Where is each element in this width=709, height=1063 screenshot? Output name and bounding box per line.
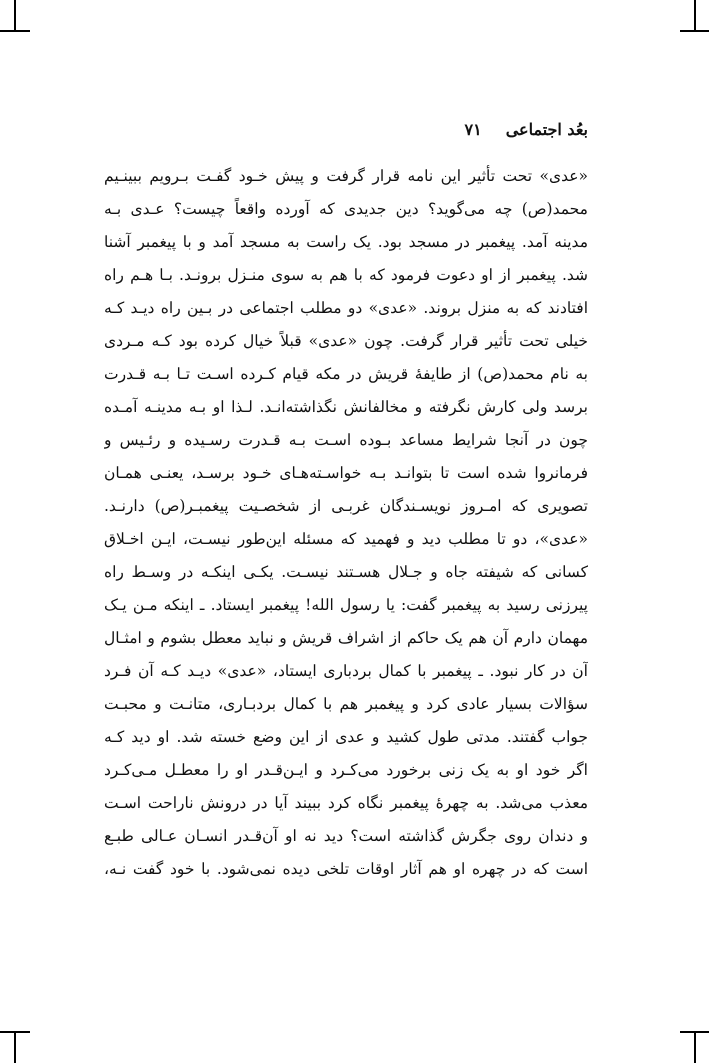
text-line: فرمانروا شده است تا بتوانـد بـه خواسـته‌هـای خـود برسـد، یعنـی همـان bbox=[104, 464, 588, 482]
chapter-title: بعُد اجتماعی bbox=[505, 119, 588, 139]
text-line: سؤالات بسیار عادی کرد و پیغمبر هم با کمال بردبـاری، متانـت و محبـت bbox=[104, 695, 588, 713]
crop-mark-top-right-horizontal bbox=[680, 30, 709, 32]
text-line: آن در کار نبود. ـ پیغمبر با کمال بردباری ایستاد، «عدی» دیـد کـه آن فـرد bbox=[104, 662, 588, 680]
crop-mark-bottom-right-vertical bbox=[694, 1032, 696, 1063]
crop-mark-top-right-vertical bbox=[694, 0, 696, 32]
text-line: و دندان روی جگرش گذاشته است؟ دید نه او آن‌قـدر انسـان عـالی طبـع bbox=[104, 827, 588, 845]
crop-mark-top-left-vertical bbox=[14, 0, 16, 32]
text-line: شد. پیغمبر از او دعوت فرمود که با هم به سوی منـزل برونـد. بـا هـم راه bbox=[104, 266, 588, 284]
crop-mark-bottom-left-horizontal bbox=[0, 1031, 30, 1033]
text-line: افتادند که به منزل بروند. «عدی» دو مطلب اجتماعی در بـین راه دیـد کـه bbox=[104, 299, 588, 317]
text-line: خیلی تحت تأثیر قرار گرفت. چون «عدی» قبلاً خیال کرده بود کـه مـردی bbox=[104, 332, 588, 350]
text-line: مهمان دارم آن هم یک حاکم از اشراف قریش و نباید معطل بشوم و امثـال bbox=[104, 629, 588, 647]
text-line: محمد(ص) چه می‌گوید؟ دین جدیدی که آورده واقعاً چیست؟ عـدی بـه bbox=[104, 200, 588, 218]
crop-mark-bottom-left-vertical bbox=[14, 1032, 16, 1063]
text-line: کسانی که شیفته جاه و جـلال هسـتند نیسـت. یکـی اینکـه در وسـط راه bbox=[104, 563, 588, 581]
text-line: «عدی» تحت تأثیر این نامه قرار گرفت و پیش خـود گفـت بـرویم ببینـیم bbox=[104, 167, 588, 185]
text-line: است که در چهره او هم آثار اوقات تلخی دیده نمی‌شود. با خود گفت نـه، bbox=[104, 860, 588, 878]
text-line: به نام محمد(ص) از طایفهٔ قریش در مکه قیام کـرده اسـت تـا بـه قـدرت bbox=[104, 365, 588, 383]
crop-mark-top-left-horizontal bbox=[0, 30, 30, 32]
text-line: معذب می‌شد. به چهرهٔ پیغمبر نگاه کرد ببیند آیا در درونش ناراحت اسـت bbox=[104, 794, 588, 812]
page-number: ۷۱ bbox=[464, 119, 482, 139]
text-line: «عدی»، دو تا مطلب دید و فهمید که مسئله این‌طور نیسـت، ایـن اخـلاق bbox=[104, 530, 588, 548]
text-line: تصویری که امـروز نویسـندگان غربـی از شخصـیت پیغمبـر(ص) دارنـد. bbox=[104, 497, 588, 515]
running-head bbox=[128, 116, 588, 142]
text-line: جواب گفتند. مدتی طول کشید و عدی از این وضع خسته شد. او دید کـه bbox=[104, 728, 588, 746]
text-line: پیرزنی رسید به پیغمبر گفت: یا رسول الله! پیغمبر ایستاد. ـ اینکه مـن یـک bbox=[104, 596, 588, 614]
text-line: اگر خود او به یک زنی برخورد می‌کـرد و ایـن‌قـدر او را معطـل مـی‌کـرد bbox=[104, 761, 588, 779]
text-line: برسد ولی کارش نگرفته و مخالفانش نگذاشته‌انـد. لـذا او بـه مدینـه آمـده bbox=[104, 398, 588, 416]
crop-mark-bottom-right-horizontal bbox=[680, 1031, 709, 1033]
text-line: مدینه آمد. پیغمبر در مسجد بود. یک راست به مسجد آمد و با پیغمبر آشنا bbox=[104, 233, 588, 251]
page-body bbox=[104, 160, 588, 886]
text-line: چون در آنجا شرایط مساعد بـوده اسـت بـه قـدرت رسـیده و رئـیس و bbox=[104, 431, 588, 449]
